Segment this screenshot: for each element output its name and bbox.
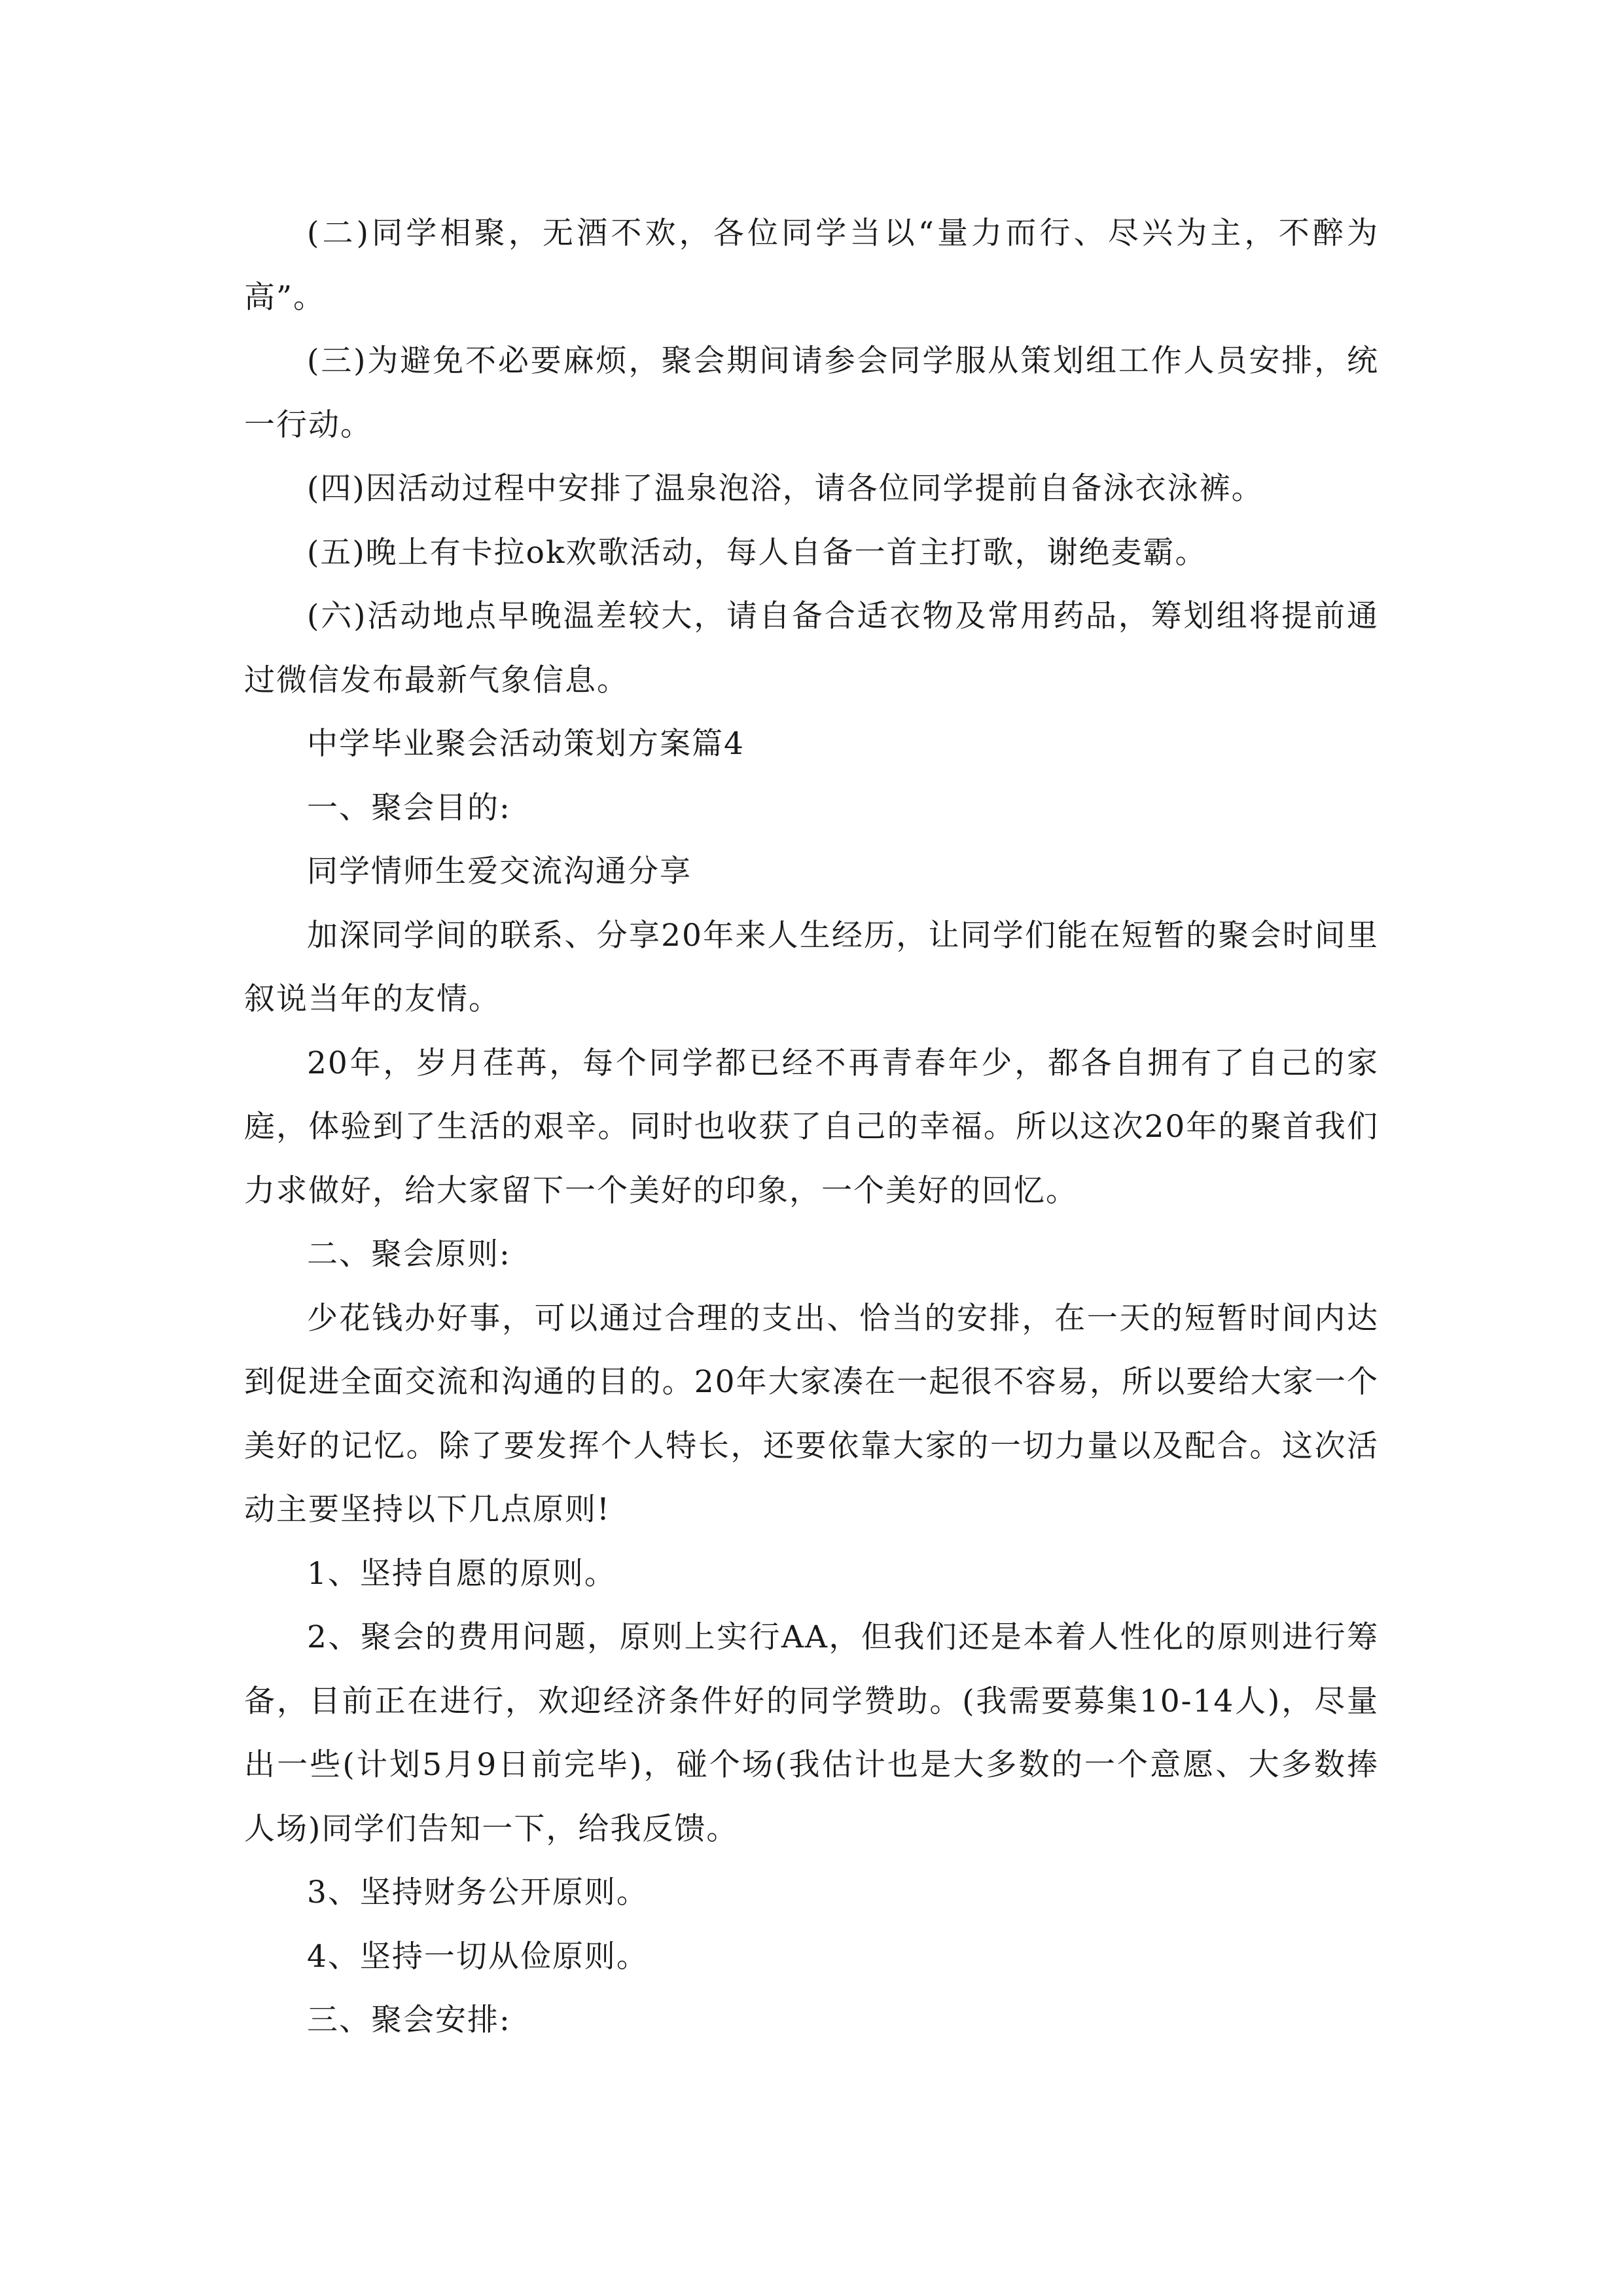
principle-2: 2、聚会的费用问题，原则上实行AA，但我们还是本着人性化的原则进行筹备，目前正在进行，欢迎经济条件好的同学赞助。(我需要募集10-14人)，尽量出一些(计划5月9日前完毕)，碰个场(我估计也是大多数的一个意愿、大多数捧人场)同学们告知一下，给我反馈。 xyxy=(244,1619,1379,1847)
paragraph-purpose: 加深同学间的联系、分享20年来人生经历，让同学们能在短暂的聚会时间里叙说当年的友情。 xyxy=(244,917,1379,1017)
section-title: 中学毕业聚会活动策划方案篇4 xyxy=(307,726,745,762)
paragraph-twenty-years: 20年，岁月荏苒，每个同学都已经不再青春年少，都各自拥有了自己的家庭，体验到了生活的艰辛。同时也收获了自己的幸福。所以这次20年的聚首我们力求做好，给大家留下一个美好的印象，一个美好的回忆。 xyxy=(244,1045,1379,1209)
heading-arrangement: 三、聚会安排: xyxy=(307,2002,511,2038)
principle-3: 3、坚持财务公开原则。 xyxy=(307,1874,649,1910)
paragraph-rule-5: (五)晚上有卡拉ok欢歌活动，每人自备一首主打歌，谢绝麦霸。 xyxy=(307,534,1207,571)
principle-4: 4、坚持一切从俭原则。 xyxy=(307,1938,649,1975)
paragraph-rule-3: (三)为避免不必要麻烦，聚会期间请参会同学服从策划组工作人员安排，统一行动。 xyxy=(244,343,1379,443)
paragraph-rule-2: (二)同学相聚，无酒不欢，各位同学当以“量力而行、尽兴为主，不醉为高”。 xyxy=(244,215,1379,315)
paragraph-rule-4: (四)因活动过程中安排了温泉泡浴，请各位同学提前自备泳衣泳裤。 xyxy=(307,471,1264,507)
principle-1: 1、坚持自愿的原则。 xyxy=(307,1555,616,1592)
paragraph-slogan: 同学情师生爱交流沟通分享 xyxy=(307,853,692,889)
paragraph-rule-6: (六)活动地点早晚温差较大，请自备合适衣物及常用药品，筹划组将提前通过微信发布最新气象信息。 xyxy=(244,598,1379,698)
heading-principles: 二、聚会原则: xyxy=(307,1236,511,1272)
paragraph-principles-intro: 少花钱办好事，可以通过合理的支出、恰当的安排，在一天的短暂时间内达到促进全面交流和沟通的目的。20年大家凑在一起很不容易，所以要给大家一个美好的记忆。除了要发挥个人特长，还要依靠大家的一切力量以及配合。这次活动主要坚持以下几点原则! xyxy=(244,1300,1379,1528)
heading-purpose: 一、聚会目的: xyxy=(307,789,511,826)
document-body xyxy=(244,202,1379,2053)
